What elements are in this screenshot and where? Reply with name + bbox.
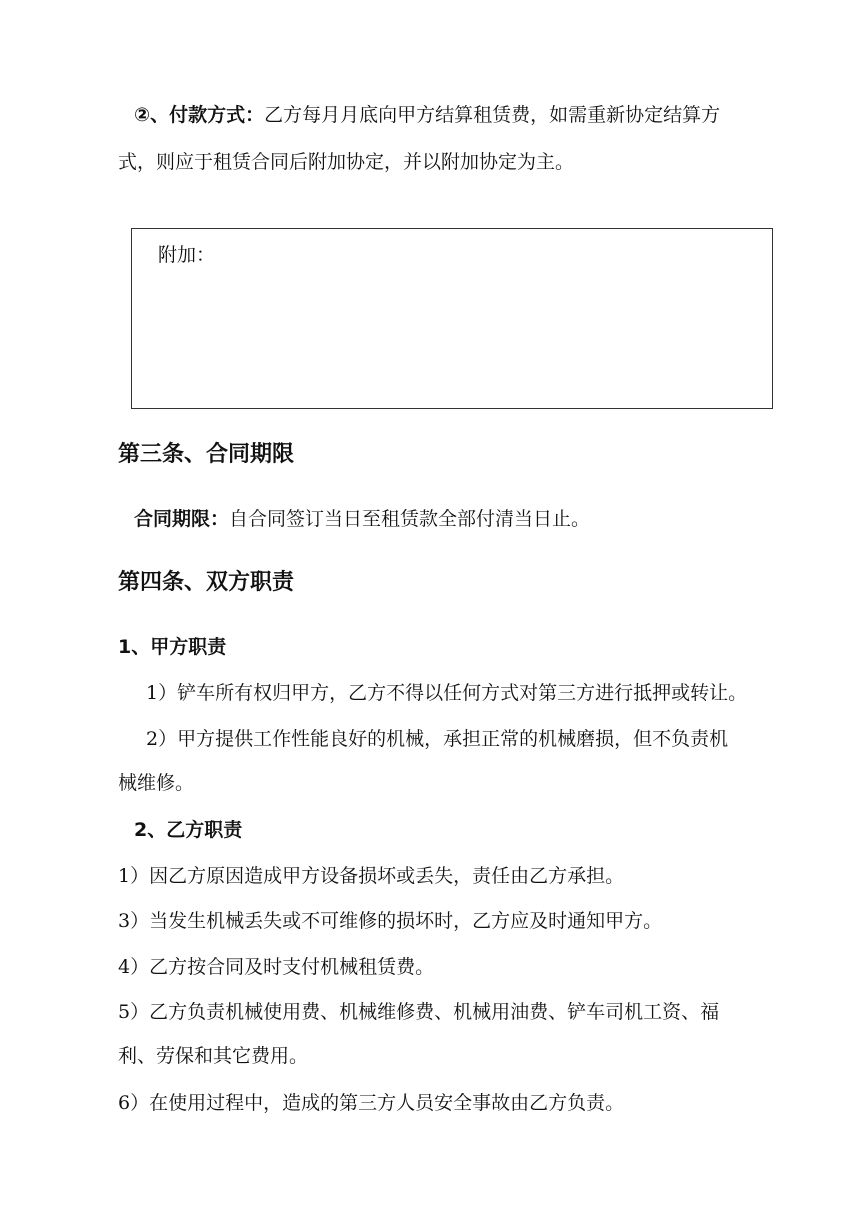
party-b-item-5-line1: 5）乙方负责机械使用费、机械维修费、机械用油费、铲车司机工资、福 bbox=[118, 1001, 720, 1023]
payment-paragraph-line1 bbox=[134, 103, 720, 127]
party-a-item-1: 1）铲车所有权归甲方，乙方不得以任何方式对第三方进行抵押或转让。 bbox=[146, 682, 748, 704]
article-3-title: 第三条、合同期限 bbox=[118, 442, 295, 467]
party-b-item-3: 3）当发生机械丢失或不可维修的损坏时，乙方应及时通知甲方。 bbox=[118, 910, 663, 932]
payment-method-text: 乙方每月月底向甲方结算租赁费，如需重新协定结算方 bbox=[264, 104, 721, 126]
party-a-item-2-line2: 械维修。 bbox=[118, 772, 195, 794]
party-b-item-4: 4）乙方按合同及时支付机械租赁费。 bbox=[118, 956, 435, 978]
party-b-heading: 2、乙方职责 bbox=[134, 819, 243, 841]
party-b-item-6: 6）在使用过程中，造成的第三方人员安全事故由乙方负责。 bbox=[118, 1092, 625, 1114]
party-a-heading: 1、甲方职责 bbox=[118, 636, 227, 658]
contract-term-text: 自合同签订当日至租赁款全部付清当日止。 bbox=[229, 508, 591, 530]
contract-term-label: 合同期限： bbox=[134, 508, 230, 530]
appendix-label: 附加： bbox=[158, 244, 216, 266]
party-b-item-1: 1）因乙方原因造成甲方设备损坏或丢失，责任由乙方承担。 bbox=[118, 865, 625, 887]
article-4-title: 第四条、双方职责 bbox=[118, 570, 295, 595]
contract-term-paragraph bbox=[134, 507, 590, 531]
payment-paragraph-line2: 式，则应于租赁合同后附加协定，并以附加协定为主。 bbox=[118, 151, 575, 173]
payment-method-label: ②、付款方式： bbox=[134, 104, 265, 126]
appendix-box bbox=[131, 228, 773, 409]
party-a-item-2-line1: 2）甲方提供工作性能良好的机械，承担正常的机械磨损，但不负责机 bbox=[146, 728, 729, 750]
party-b-item-5-line2: 利、劳保和其它费用。 bbox=[118, 1045, 309, 1067]
